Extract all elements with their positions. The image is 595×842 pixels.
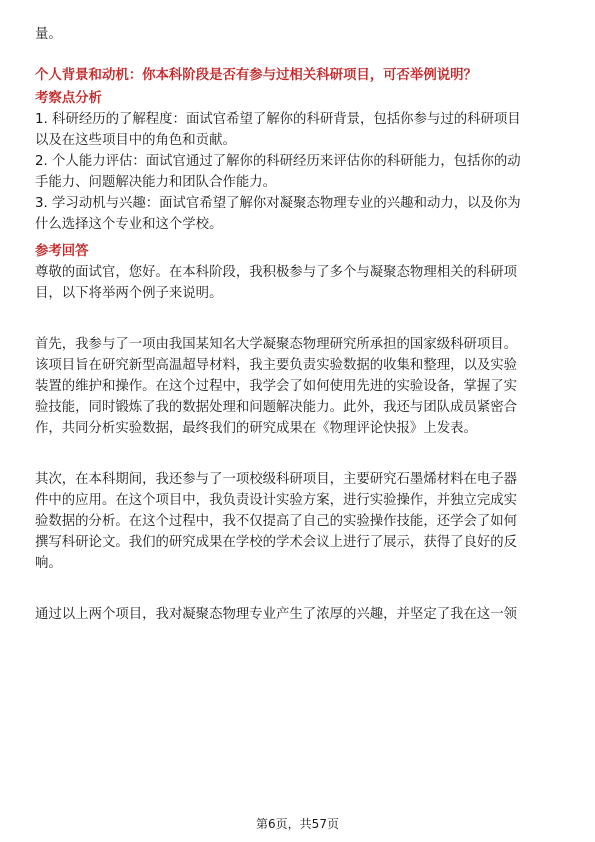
answer-p4-line-1: 通过以上两个项目，我对凝聚态物理专业产生了浓厚的兴趣，并坚定了我在这一领: [35, 607, 518, 622]
answer-p2-line-1: 首先，我参与了一项由我国某知名大学凝聚态物理研究所承担的国家级科研项目。: [35, 337, 518, 352]
answer-p3-line-2: 件中的应用。在这个项目中，我负责设计实验方案，进行实验操作，并独立完成实: [35, 493, 518, 508]
analysis-list: [35, 109, 563, 235]
answer-paragraph-3: [35, 469, 563, 574]
analysis-item-3-line-2: 什么选择这个专业和这个学校。: [35, 217, 223, 232]
answer-p2-line-4: 验技能，同时锻炼了我的数据处理和问题解决能力。此外，我还与团队成员紧密合: [35, 400, 518, 415]
continued-text: 量。: [35, 27, 62, 42]
answer-p3-line-5: 响。: [35, 556, 62, 571]
answer-p3-line-4: 撰写科研论文。我们的研究成果在学校的学术会议上进行了展示，获得了良好的反: [35, 535, 518, 550]
analysis-item-3-line-1: 3. 学习动机与兴趣：面试官希望了解你对凝聚态物理专业的兴趣和动力，以及你为: [35, 196, 521, 211]
analysis-item-2-line-2: 手能力、问题解决能力和团队合作能力。: [35, 175, 277, 190]
answer-p3-line-1: 其次，在本科期间，我还参与了一项校级科研项目，主要研究石墨烯材料在电子器: [35, 472, 518, 487]
answer-paragraph-4: [35, 604, 563, 625]
answer-p2-line-5: 作，共同分析实验数据，最终我们的研究成果在《物理评论快报》上发表。: [35, 421, 477, 436]
answer-heading: 参考回答: [35, 244, 89, 259]
answer-p2-line-2: 该项目旨在研究新型高温超导材料，我主要负责实验数据的收集和整理，以及实验: [35, 358, 518, 373]
question-heading: 个人背景和动机：你本科阶段是否有参与过相关科研项目，可否举例说明？: [35, 68, 477, 83]
answer-p3-line-3: 验数据的分析。在这个过程中，我不仅提高了自己的实验操作技能，还学会了如何: [35, 514, 518, 529]
answer-p1-line-1: 尊敬的面试官，您好。在本科阶段，我积极参与了多个与凝聚态物理相关的科研项: [35, 265, 518, 280]
answer-paragraph-2: [35, 334, 563, 439]
analysis-heading: 考察点分析: [35, 91, 102, 106]
page-content: [35, 24, 563, 625]
analysis-item-2-line-1: 2. 个人能力评估：面试官通过了解你的科研经历来评估你的科研能力，包括你的动: [35, 154, 521, 169]
analysis-item-1-line-1: 1. 科研经历的了解程度：面试官希望了解你的科研背景，包括你参与过的科研项目: [35, 112, 521, 127]
analysis-item-1-line-2: 以及在这些项目中的角色和贡献。: [35, 133, 236, 148]
answer-paragraph-1: [35, 262, 563, 304]
page-number-footer: 第6页，共57页: [256, 817, 339, 831]
answer-p2-line-3: 装置的维护和操作。在这个过程中，我学会了如何使用先进的实验设备，掌握了实: [35, 379, 518, 394]
answer-p1-line-2: 目，以下将举两个例子来说明。: [35, 286, 223, 301]
